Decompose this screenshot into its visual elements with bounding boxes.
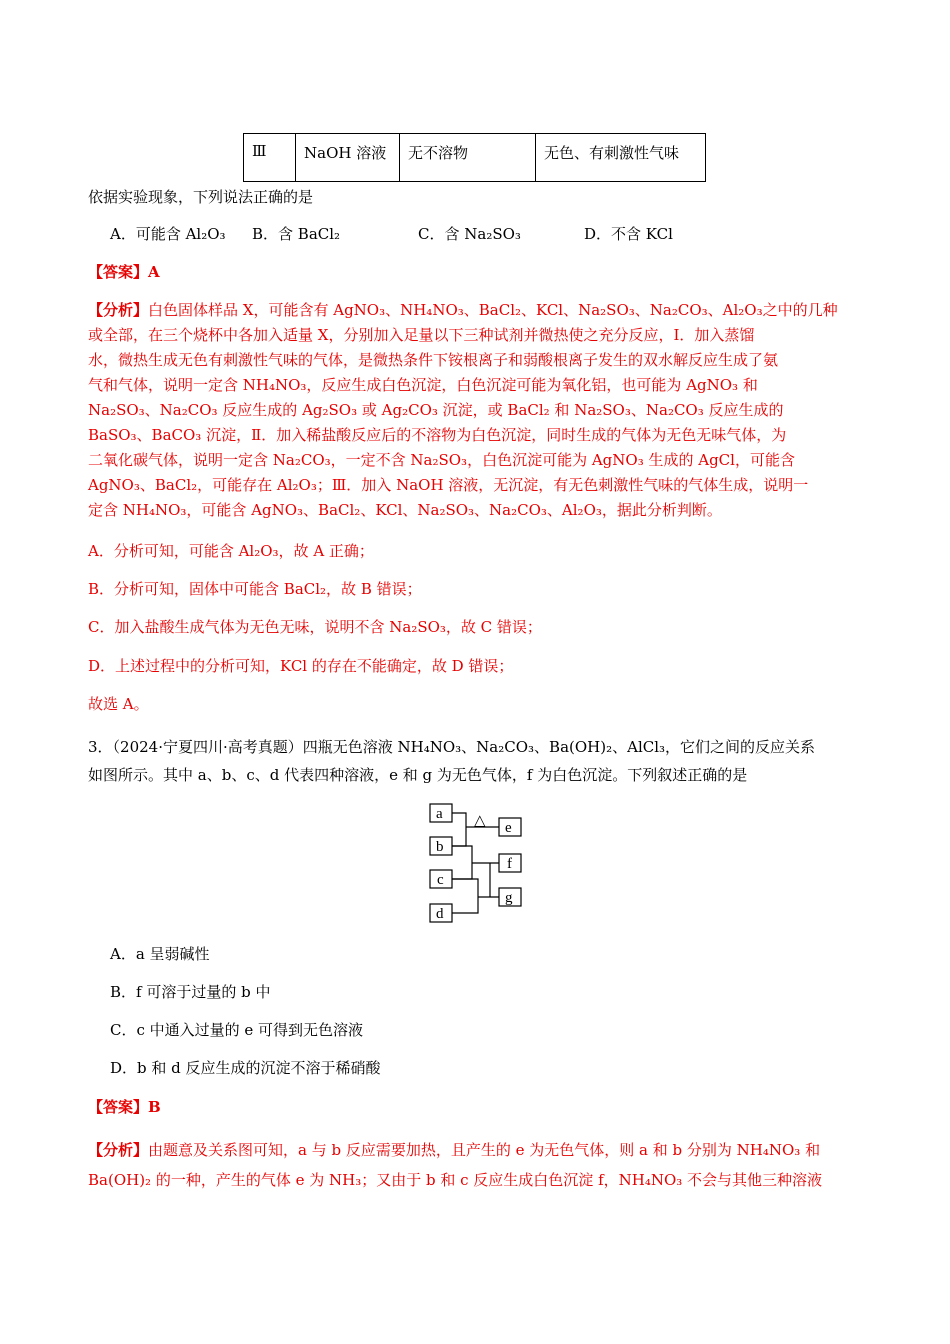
table-cell: Ⅲ [244, 134, 296, 182]
analysis-line: BaSO₃、BaCO₃ 沉淀，Ⅱ．加入稀盐酸反应后的不溶物为白色沉淀，同时生成的气体为无色无味气体，为 [88, 426, 787, 444]
q3-option-b: B．f 可溶于过量的 b 中 [110, 983, 271, 1001]
table-row [244, 134, 706, 182]
analysis-line: 【分析】白色固体样品 X，可能含有 AgNO₃、NH₄NO₃、BaCl₂、KCl、Na₂SO₃、Na₂CO₃、Al₂O₃之中的几种 [88, 301, 838, 319]
option-d: D．不含 KCl [584, 225, 673, 243]
q3-analysis-block [88, 1135, 863, 1195]
q3-answer-label: 【答案】B [88, 1098, 161, 1116]
node-c: c [437, 872, 444, 888]
question-3-stem-2: 如图所示。其中 a、b、c、d 代表四种溶液，e 和 g 为无色气体，f 为白色沉淀。下列叙述正确的是 [88, 766, 748, 784]
q3-option-a: A．a 呈弱碱性 [110, 945, 210, 963]
table-cell: 无色、有刺激性气味 [536, 134, 706, 182]
explain-d: D．上述过程中的分析可知，KCl 的存在不能确定，故 D 错误； [88, 657, 514, 675]
node-g: g [505, 890, 513, 906]
experiment-table [243, 133, 706, 182]
option-a: A．可能含 Al₂O₃ [110, 225, 226, 243]
analysis-line: Ba(OH)₂ 的一种，产生的气体 e 为 NH₃；又由于 b 和 c 反应生成白色沉淀 f，NH₄NO₃ 不会与其他三种溶液 [88, 1171, 823, 1189]
node-b: b [436, 839, 444, 855]
node-d: d [436, 906, 444, 922]
conclusion: 故选 A。 [88, 695, 149, 713]
analysis-line: 水，微热生成无色有刺激性气味的气体，是微热条件下铵根离子和弱酸根离子发生的双水解反应生成了氨 [88, 351, 779, 369]
analysis-line: 【分析】由题意及关系图可知，a 与 b 反应需要加热，且产生的 e 为无色气体，则 a 和 b 分别为 NH₄NO₃ 和 [88, 1141, 821, 1159]
node-a: a [436, 806, 443, 822]
q3-option-c: C．c 中通入过量的 e 可得到无色溶液 [110, 1021, 364, 1039]
analysis-line: 或全部，在三个烧杯中各加入适量 X，分别加入足量以下三种试剂并微热使之充分反应，Ⅰ．加入蒸馏 [88, 326, 755, 344]
node-f: f [507, 856, 512, 872]
analysis-label: 【分析】 [88, 301, 149, 319]
q3-option-d: D．b 和 d 反应生成的沉淀不溶于稀硝酸 [110, 1059, 381, 1077]
explain-a: A．分析可知，可能含 Al₂O₃，故 A 正确； [88, 542, 374, 560]
option-b: B．含 BaCl₂ [252, 225, 341, 243]
table-cell: 无不溶物 [400, 134, 536, 182]
analysis-line: 定含 NH₄NO₃，可能含 AgNO₃、BaCl₂、KCl、Na₂SO₃、Na₂CO₃、Al₂O₃，据此分析判断。 [88, 501, 722, 519]
relation-diagram [420, 800, 530, 925]
question-3-stem: 3．（2024·宁夏四川·高考真题）四瓶无色溶液 NH₄NO₃、Na₂CO₃、Ba(OH)₂、AlCl₃，它们之间的反应关系 [88, 738, 816, 756]
analysis-line: 气和气体，说明一定含 NH₄NO₃，反应生成白色沉淀，白色沉淀可能为氧化铝，也可能为 AgNO₃ 和 [88, 376, 758, 394]
answer-label: 【答案】A [88, 263, 160, 281]
analysis-block [88, 298, 863, 523]
node-e: e [505, 820, 512, 836]
table-cell: NaOH 溶液 [296, 134, 400, 182]
explain-c: C．加入盐酸生成气体为无色无味，说明不含 Na₂SO₃，故 C 错误； [88, 618, 542, 636]
heat-symbol: △ [474, 813, 486, 829]
analysis-line: AgNO₃、BaCl₂，可能存在 Al₂O₃；Ⅲ．加入 NaOH 溶液，无沉淀，有无色刺激性气味的气体生成，说明一 [88, 476, 809, 494]
explain-b: B．分析可知，固体中可能含 BaCl₂，故 B 错误； [88, 580, 422, 598]
analysis-line: Na₂SO₃、Na₂CO₃ 反应生成的 Ag₂SO₃ 或 Ag₂CO₃ 沉淀，或 BaCl₂ 和 Na₂SO₃、Na₂CO₃ 反应生成的 [88, 401, 784, 419]
analysis-label: 【分析】 [88, 1141, 149, 1159]
question-stem: 依据实验现象，下列说法正确的是 [88, 188, 314, 206]
analysis-line: 二氧化碳气体，说明一定含 Na₂CO₃，一定不含 Na₂SO₃，白色沉淀可能为 AgNO₃ 生成的 AgCl，可能含 [88, 451, 795, 469]
option-c: C．含 Na₂SO₃ [418, 225, 521, 243]
